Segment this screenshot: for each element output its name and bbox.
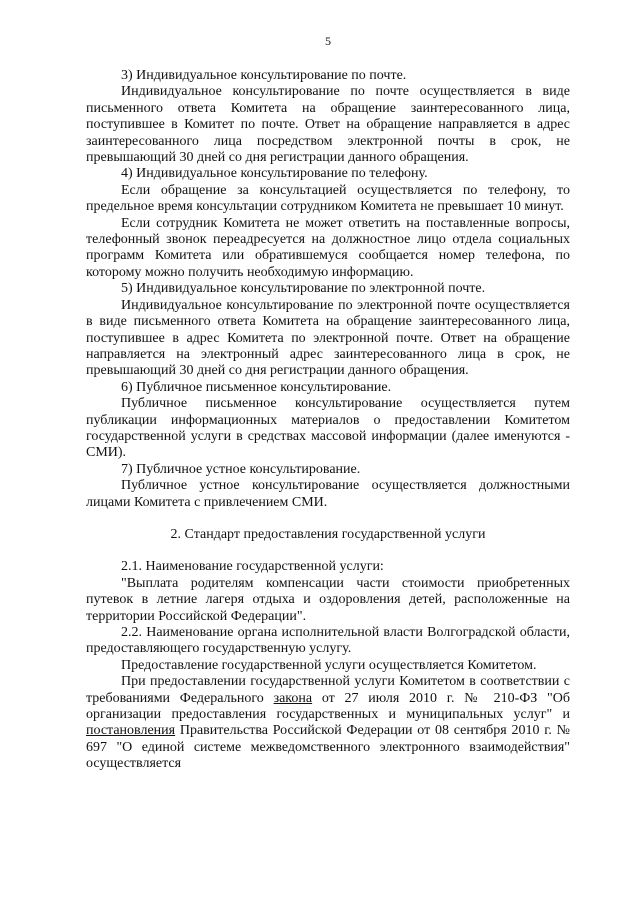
law-link[interactable]: закона xyxy=(273,690,313,706)
service-name: "Выплата родителям компенсации части стоимости приобретенных путевок в летние лагеря отдыха и оздоровления детей, расположенные на территории Российской Федерации". xyxy=(86,575,570,624)
section-heading: 2. Стандарт предоставления государственной услуги xyxy=(170,526,486,542)
paragraph: Публичное устное консультирование осуществляется должностными лицами Комитета с привлечением СМИ. xyxy=(86,478,570,510)
subsection-title: 2.2. Наименование органа исполнительной власти Волгоградской области, предоставляющего государственную услугу. xyxy=(86,625,570,657)
list-item-heading: 3) Индивидуальное консультирование по почте. xyxy=(121,68,407,83)
text-fragment: Правительства Российской Федерации от 08 сентября 2010 г. № 697 "О единой системе межведомственного электронного взаимодействия" осуществляется xyxy=(86,723,570,772)
page-number: 5 xyxy=(325,34,331,48)
paragraph-with-links xyxy=(86,674,570,772)
decree-link[interactable]: постановления xyxy=(86,723,176,739)
paragraph: Индивидуальное консультирование по почте осуществляется в виде письменного ответа Комитета на обращение заинтересованного лица, поступившее в Комитет по почте. Ответ на обращение направляется в адрес заинтересованного лица посредством электронной почты в срок, не превышающий 30 дней со дня регистрации данного обращения. xyxy=(86,84,570,166)
paragraph: Предоставление государственной услуги осуществляется Комитетом. xyxy=(121,657,537,673)
text-fragment: При предоставлении государственной услуги Комитетом в соответствии с требованиями Федерального xyxy=(86,674,570,706)
document-body xyxy=(86,68,570,773)
paragraph: Если сотрудник Комитета не может ответить на поставленные вопросы, телефонный звонок переадресуется на должностное лицо отдела социальных программ Комитета или обратившемуся сообщается номер телефона, по которому можно получить необходимую информацию. xyxy=(86,215,570,280)
text-fragment: от 27 июля 2010 г. № 210-ФЗ "Об организации предоставления государственных и муниципальных услуг" и xyxy=(86,690,571,723)
list-item-heading: 5) Индивидуальное консультирование по электронной почте. xyxy=(121,281,486,297)
paragraph: Индивидуальное консультирование по электронной почте осуществляется в виде письменного ответа Комитета на обращение заинтересованного лица, поступившее в адрес Комитета по электронной почте. Ответ на обращение направляется на электронный адрес заинтересованного лица в срок, не превышающий 30 дней со дня регистрации данного обращения. xyxy=(86,297,570,379)
list-item-heading: 6) Публичное письменное консультирование. xyxy=(121,379,392,395)
paragraph: Если обращение за консультацией осуществляется по телефону, то предельное время консультации сотрудником Комитета не превышает 10 минут. xyxy=(86,182,570,215)
list-item-heading: 4) Индивидуальное консультирование по телефону. xyxy=(121,166,428,182)
subsection-title: 2.1. Наименование государственной услуги: xyxy=(121,559,384,575)
paragraph: Публичное письменное консультирование осуществляется путем публикации информационных материалов о предоставлении Комитетом государственной услуги в средствах массовой информации (далее именуются - СМИ). xyxy=(86,396,570,461)
list-item-heading: 7) Публичное устное консультирование. xyxy=(121,461,361,477)
